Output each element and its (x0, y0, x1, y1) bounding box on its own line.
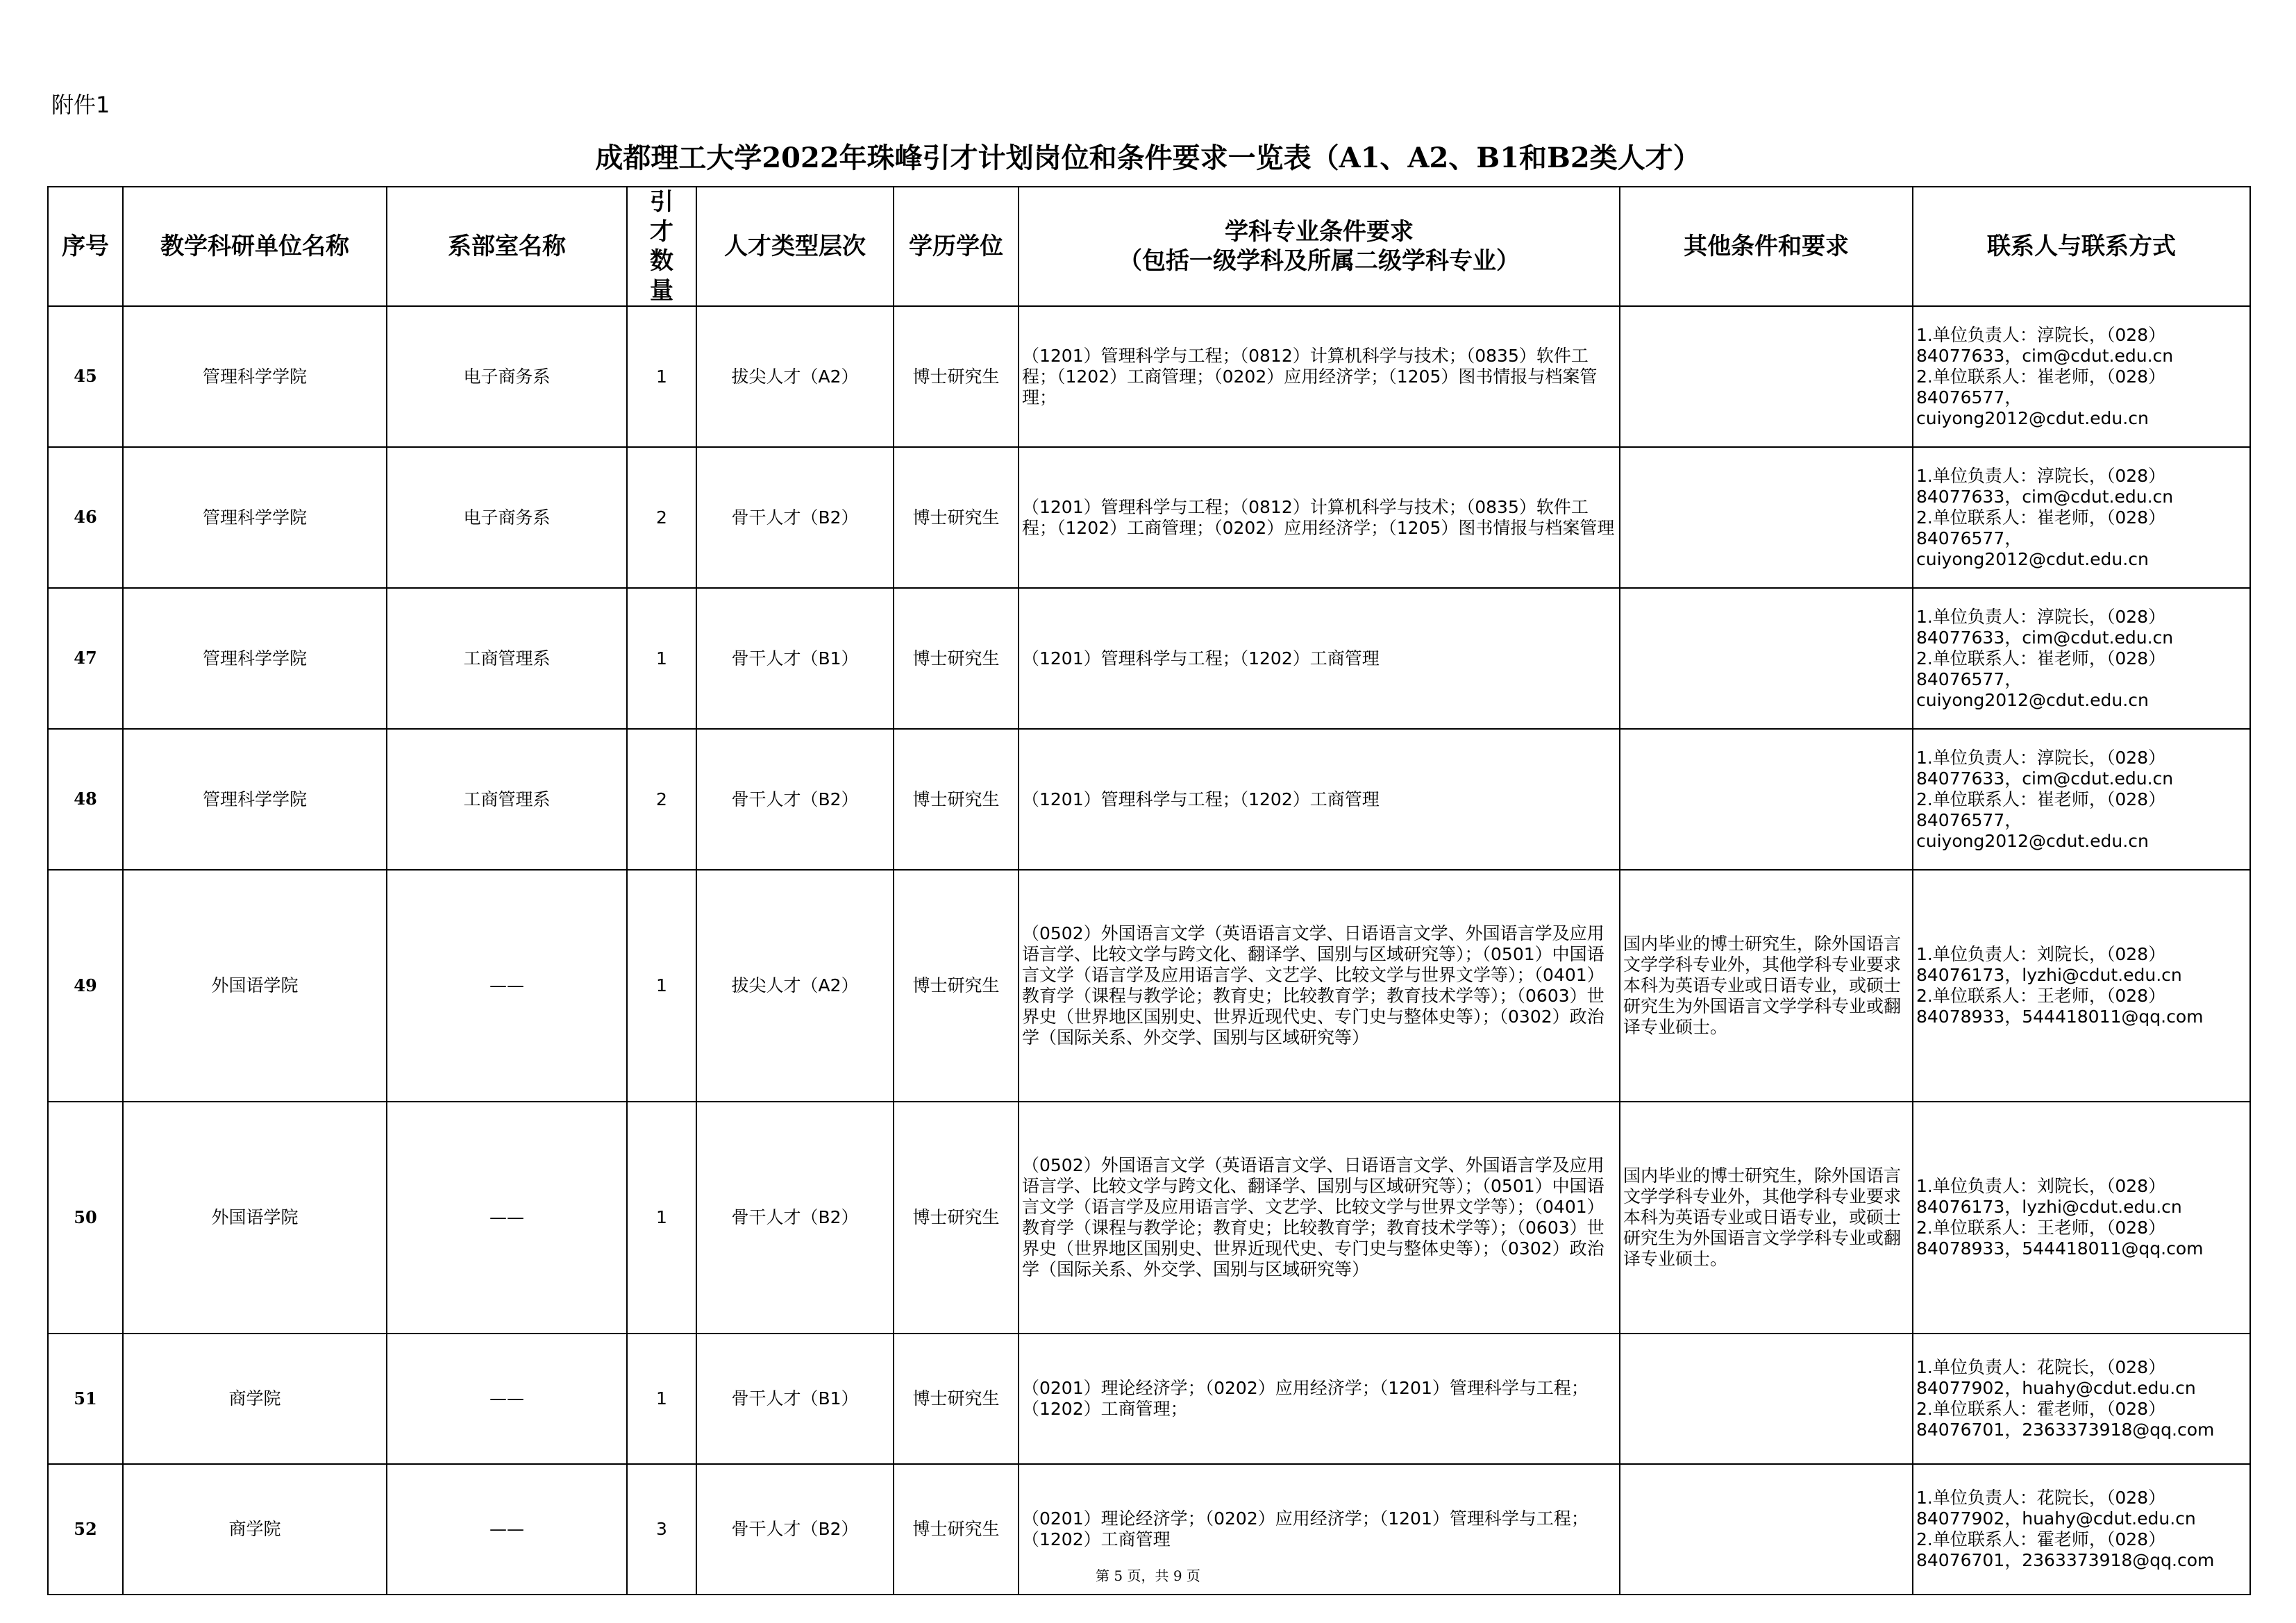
row-seq: 49 (48, 870, 123, 1102)
row-type: 骨干人才（B2） (696, 1464, 894, 1595)
contact-line: 2.单位联系人：崔老师，（028） (1916, 648, 2166, 668)
contact-line: 2.单位联系人：崔老师，（028） (1916, 789, 2166, 809)
row-type: 骨干人才（B1） (696, 1334, 894, 1464)
row-type: 拔尖人才（A2） (696, 870, 894, 1102)
header-contact: 联系人与联系方式 (1913, 187, 2250, 306)
row-subject: （1201）管理科学与工程；（0812）计算机科学与技术；（0835）软件工程；（1202）工商管理；（0202）应用经济学；（1205）图书情报与档案管理 (1019, 447, 1620, 588)
row-type: 骨干人才（B1） (696, 588, 894, 729)
row-seq: 47 (48, 588, 123, 729)
contact-line: 84076173，lyzhi@cdut.edu.cn (1916, 1197, 2182, 1217)
row-type: 骨干人才（B2） (696, 729, 894, 870)
contact-line: 84077902，huahy@cdut.edu.cn (1916, 1508, 2196, 1529)
row-dept: —— (387, 1102, 627, 1334)
contact-line: 84077633，cim@cdut.edu.cn (1916, 486, 2174, 507)
contact-line: 1.单位负责人：淳院长，（028） (1916, 324, 2166, 345)
row-degree: 博士研究生 (894, 588, 1019, 729)
contact-line: 1.单位负责人：花院长，（028） (1916, 1488, 2166, 1508)
row-other: 国内毕业的博士研究生，除外国语言文学学科专业外，其他学科专业要求本科为英语专业或日语专业，或硕士研究生为外国语言文学学科专业或翻译专业硕士。 (1620, 1102, 1913, 1334)
row-subject: （0201）理论经济学；（0202）应用经济学；（1201）管理科学与工程；（1202）工商管理； (1019, 1334, 1620, 1464)
row-count: 1 (627, 870, 696, 1102)
row-subject: （0502）外国语言文学（英语语言文学、日语语言文学、外国语言学及应用语言学、比较文学与跨文化、翻译学、国别与区域研究等）；（0501）中国语言文学（语言学及应用语言学、文艺学、比较文学与世界文学等）；（0401）教育学（课程与教学论；教育史；比较教育学；教育技术学等）；（0603）世界史（世界地区国别史、世界近现代史、专门史与整体史等）；（0302）政治学（国际关系、外交学、国别与区域研究等） (1019, 870, 1620, 1102)
row-degree: 博士研究生 (894, 1102, 1019, 1334)
page-footer: 第 5 页，共 9 页 (1096, 1567, 1200, 1584)
row-contact (1913, 729, 2250, 870)
row-subject: （1201）管理科学与工程；（1202）工商管理 (1019, 729, 1620, 870)
row-contact (1913, 447, 2250, 588)
row-contact (1913, 306, 2250, 447)
row-degree: 博士研究生 (894, 870, 1019, 1102)
contact-line: 84077633，cim@cdut.edu.cn (1916, 345, 2174, 366)
table-row (48, 729, 2250, 870)
row-count: 3 (627, 1464, 696, 1595)
row-other (1620, 1334, 1913, 1464)
row-seq: 50 (48, 1102, 123, 1334)
table-row (48, 870, 2250, 1102)
row-subject: （1201）管理科学与工程；（1202）工商管理 (1019, 588, 1620, 729)
row-degree: 博士研究生 (894, 306, 1019, 447)
row-contact (1913, 1102, 2250, 1334)
contact-line: 1.单位负责人：刘院长，（028） (1916, 1176, 2166, 1196)
row-other: 国内毕业的博士研究生，除外国语言文学学科专业外，其他学科专业要求本科为英语专业或日语专业，或硕士研究生为外国语言文学学科专业或翻译专业硕士。 (1620, 870, 1913, 1102)
row-unit: 管理科学学院 (123, 447, 387, 588)
row-count: 1 (627, 1102, 696, 1334)
header-subject (1019, 187, 1620, 306)
row-count: 2 (627, 447, 696, 588)
row-contact (1913, 870, 2250, 1102)
row-unit: 管理科学学院 (123, 306, 387, 447)
header-degree: 学历学位 (894, 187, 1019, 306)
contact-line: 84076577，cuiyong2012@cdut.edu.cn (1916, 668, 2149, 710)
contact-line: 84078933，544418011@qq.com (1916, 1238, 2204, 1259)
row-other (1620, 306, 1913, 447)
row-unit: 商学院 (123, 1464, 387, 1595)
row-degree: 博士研究生 (894, 729, 1019, 870)
row-other (1620, 729, 1913, 870)
row-dept: —— (387, 870, 627, 1102)
table-row (48, 447, 2250, 588)
contact-line: 1.单位负责人：淳院长，（028） (1916, 747, 2166, 768)
row-type: 骨干人才（B2） (696, 1102, 894, 1334)
header-subject-line1: 学科专业条件要求 (1225, 217, 1414, 246)
row-unit: 外国语学院 (123, 1102, 387, 1334)
contact-line: 84076701，2363373918@qq.com (1916, 1550, 2215, 1570)
row-other (1620, 588, 1913, 729)
contact-line: 84076701，2363373918@qq.com (1916, 1420, 2215, 1440)
header-other: 其他条件和要求 (1620, 187, 1913, 306)
attachment-label: 附件1 (51, 92, 110, 118)
table-row (48, 588, 2250, 729)
header-subject-line2: （包括一级学科及所属二级学科专业） (1118, 247, 1520, 275)
header-count: 引才数量 (627, 187, 696, 306)
row-count: 1 (627, 588, 696, 729)
contact-line: 84076577，cuiyong2012@cdut.edu.cn (1916, 809, 2149, 851)
contact-line: 1.单位负责人：刘院长，（028） (1916, 944, 2166, 964)
contact-line: 84077633，cim@cdut.edu.cn (1916, 627, 2174, 648)
table-row (48, 1334, 2250, 1464)
row-seq: 51 (48, 1334, 123, 1464)
header-type: 人才类型层次 (696, 187, 894, 306)
row-dept: 工商管理系 (387, 729, 627, 870)
page-title: 成都理工大学2022年珠峰引才计划岗位和条件要求一览表（A1、A2、B1和B2类人才） (595, 142, 1701, 174)
row-degree: 博士研究生 (894, 1464, 1019, 1595)
row-unit: 管理科学学院 (123, 588, 387, 729)
contact-line: 84077633，cim@cdut.edu.cn (1916, 768, 2174, 789)
row-other (1620, 447, 1913, 588)
table-row (48, 306, 2250, 447)
row-seq: 48 (48, 729, 123, 870)
contact-line: 2.单位联系人：崔老师，（028） (1916, 366, 2166, 387)
row-degree: 博士研究生 (894, 447, 1019, 588)
row-type: 骨干人才（B2） (696, 447, 894, 588)
table-row (48, 1102, 2250, 1334)
contact-line: 84076577，cuiyong2012@cdut.edu.cn (1916, 528, 2149, 569)
contact-line: 2.单位联系人：王老师，（028） (1916, 986, 2166, 1006)
row-seq: 52 (48, 1464, 123, 1595)
row-unit: 管理科学学院 (123, 729, 387, 870)
table-body (48, 306, 2250, 1595)
row-dept: 电子商务系 (387, 447, 627, 588)
row-dept: 工商管理系 (387, 588, 627, 729)
contact-line: 1.单位负责人：淳院长，（028） (1916, 606, 2166, 627)
row-count: 1 (627, 1334, 696, 1464)
row-dept: —— (387, 1464, 627, 1595)
table-header-row (48, 187, 2250, 306)
contact-line: 2.单位联系人：霍老师，（028） (1916, 1529, 2166, 1549)
row-count: 1 (627, 306, 696, 447)
row-dept: 电子商务系 (387, 306, 627, 447)
row-subject: （1201）管理科学与工程；（0812）计算机科学与技术；（0835）软件工程；（1202）工商管理；（0202）应用经济学；（1205）图书情报与档案管理； (1019, 306, 1620, 447)
positions-table (47, 186, 2251, 1595)
contact-line: 2.单位联系人：霍老师，（028） (1916, 1399, 2166, 1419)
row-contact (1913, 588, 2250, 729)
header-unit: 教学科研单位名称 (123, 187, 387, 306)
contact-line: 84077902，huahy@cdut.edu.cn (1916, 1378, 2196, 1398)
row-type: 拔尖人才（A2） (696, 306, 894, 447)
row-seq: 45 (48, 306, 123, 447)
row-unit: 商学院 (123, 1334, 387, 1464)
header-dept: 系部室名称 (387, 187, 627, 306)
row-subject: （0502）外国语言文学（英语语言文学、日语语言文学、外国语言学及应用语言学、比较文学与跨文化、翻译学、国别与区域研究等）；（0501）中国语言文学（语言学及应用语言学、文艺学、比较文学与世界文学等）；（0401）教育学（课程与教学论；教育史；比较教育学；教育技术学等）；（0603）世界史（世界地区国别史、世界近现代史、专门史与整体史等）；（0302）政治学（国际关系、外交学、国别与区域研究等） (1019, 1102, 1620, 1334)
contact-line: 2.单位联系人：崔老师，（028） (1916, 507, 2166, 528)
row-dept: —— (387, 1334, 627, 1464)
contact-line: 84076577，cuiyong2012@cdut.edu.cn (1916, 387, 2149, 428)
row-seq: 46 (48, 447, 123, 588)
row-subject: （0201）理论经济学；（0202）应用经济学；（1201）管理科学与工程；（1202）工商管理 (1019, 1464, 1620, 1595)
contact-line: 1.单位负责人：淳院长，（028） (1916, 465, 2166, 486)
contact-line: 84076173，lyzhi@cdut.edu.cn (1916, 965, 2182, 985)
header-seq: 序号 (48, 187, 123, 306)
row-unit: 外国语学院 (123, 870, 387, 1102)
contact-line: 1.单位负责人：花院长，（028） (1916, 1357, 2166, 1377)
contact-line: 84078933，544418011@qq.com (1916, 1007, 2204, 1027)
row-contact (1913, 1334, 2250, 1464)
row-count: 2 (627, 729, 696, 870)
contact-line: 2.单位联系人：王老师，（028） (1916, 1218, 2166, 1238)
row-degree: 博士研究生 (894, 1334, 1019, 1464)
